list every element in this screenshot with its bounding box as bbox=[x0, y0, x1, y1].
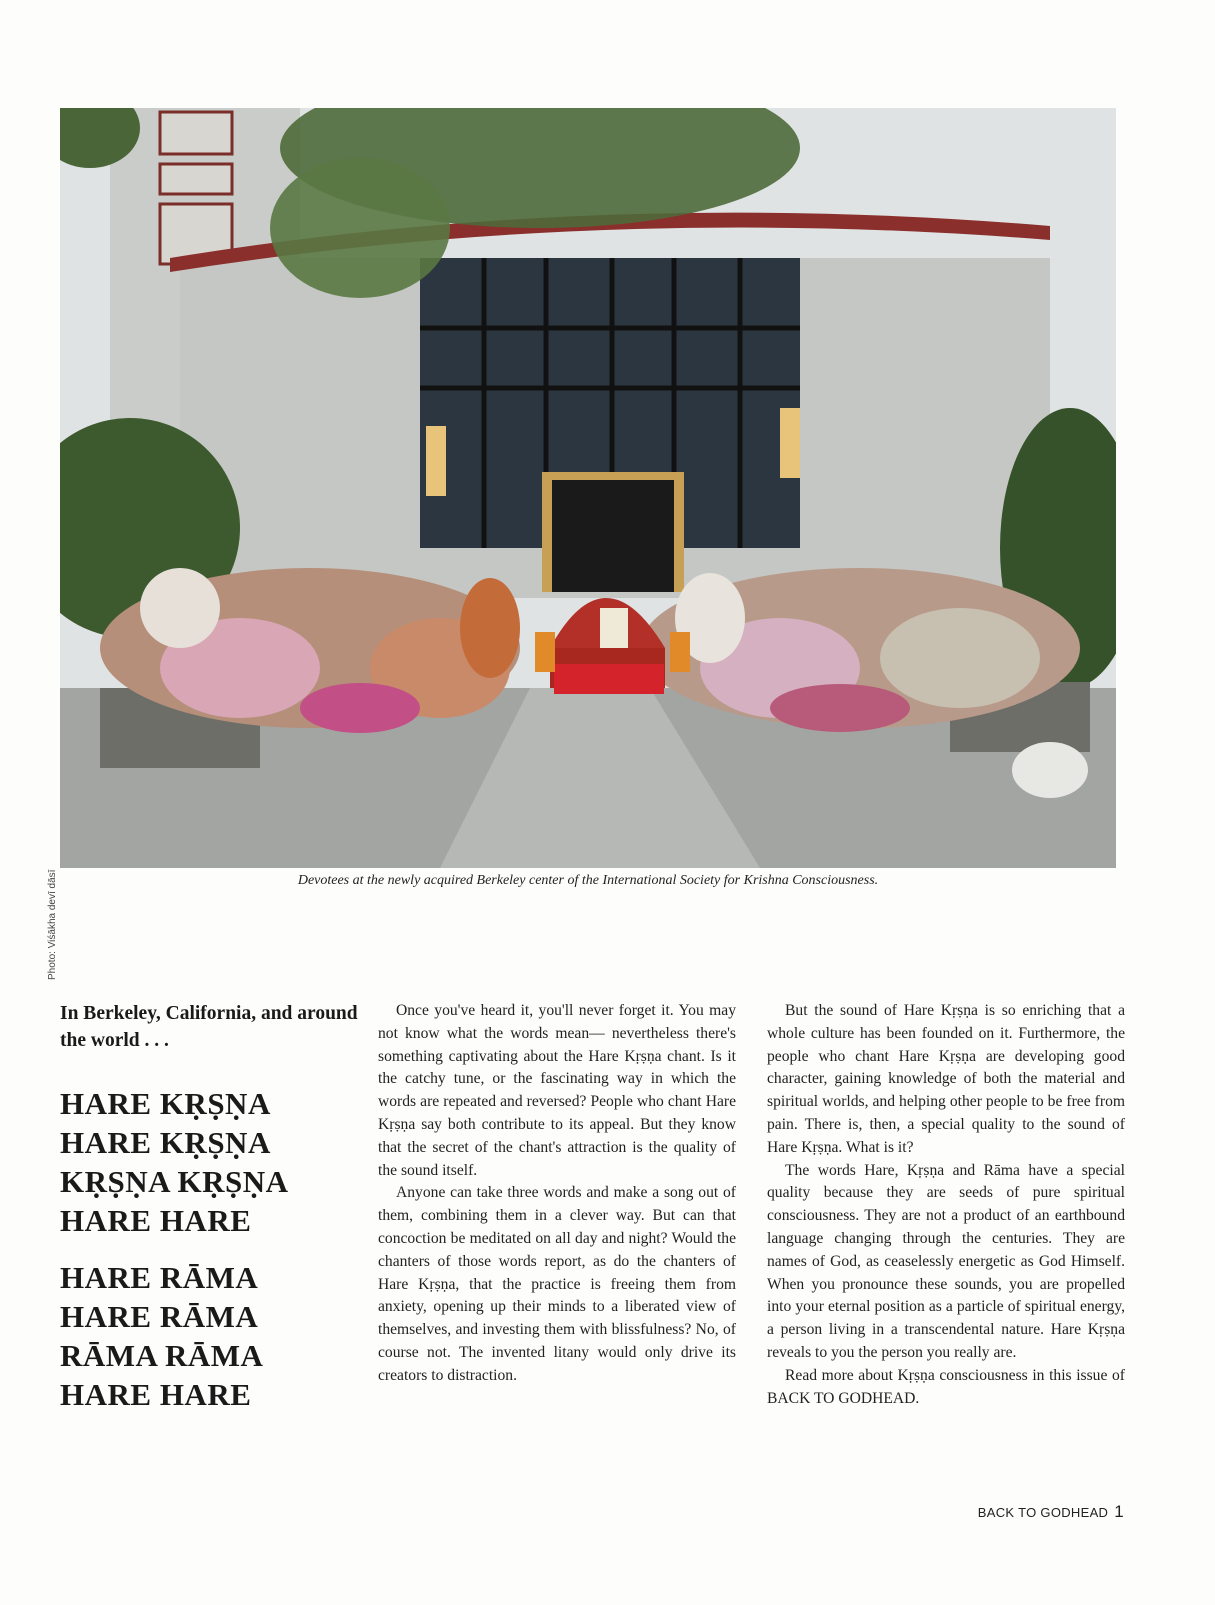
mantra-line: HARE RĀMA bbox=[60, 1260, 259, 1295]
mantra-column bbox=[60, 1000, 360, 1414]
mantra-line: HARE RĀMA bbox=[60, 1299, 259, 1334]
intro-heading: In Berkeley, California, and around the world . . . bbox=[60, 1003, 358, 1051]
temple-photo-illustration bbox=[60, 108, 1116, 868]
mantra-line: KṚṢṆA KṚṢṆA bbox=[60, 1164, 289, 1199]
body-column-3 bbox=[767, 1000, 1125, 1410]
page-footer bbox=[978, 1502, 1124, 1522]
body-paragraph: But the sound of Hare Kṛṣṇa is so enriching that a whole culture has been founded on it. Furthermore, the people who chant Hare Kṛṣṇa are developing good character, gaining knowledge of both the material and spiritual worlds, and helping other people to be free from pain. There is, then, a special quality to the sound of Hare Kṛṣṇa. What is it? bbox=[767, 1002, 1125, 1156]
body-paragraph: The words Hare, Kṛṣṇa and Rāma have a special quality because they are seeds of pure spiritual consciousness. They are not a product of an earthbound language changing through the centuries. They are names of God, as ceaselessly energetic as God Himself. When you pronounce these sounds, you are propelled into your eternal position as a particle of spiritual energy, a person living in a transcendental nature. Hare Kṛṣṇa reveals to you the person you really are. bbox=[767, 1161, 1125, 1361]
body-paragraph: Once you've heard it, you'll never forget it. You may not know what the words mean— nevertheless there's something captivating about the Hare Kṛṣṇa chant. Is it the catchy tune, or the fascinating way in which the words are repeated and reversed? People who chant Hare Kṛṣṇa say both contribute to its appeal. But they know that the secret of the chant's attraction is the quality of the sound itself. bbox=[378, 1002, 736, 1179]
body-paragraph: Read more about Kṛṣṇa consciousness in this issue of BACK TO GODHEAD. bbox=[767, 1366, 1125, 1407]
mantra-line: RĀMA RĀMA bbox=[60, 1338, 264, 1373]
body-paragraph: Anyone can take three words and make a song out of them, combining them in a clever way. But can that concoction be meditated on all day and night? Would the chanters of those words report, as do the chanters of Hare Kṛṣṇa, that the practice is freeing them from anxiety, opening up their minds to a liberated view of themselves, and investing them with blissfulness? No, of course not. The invented litany would only drive its creators to distraction. bbox=[378, 1184, 736, 1384]
body-column-2 bbox=[378, 1000, 736, 1388]
mantra-line: HARE HARE bbox=[60, 1377, 252, 1412]
mantra-line: HARE HARE bbox=[60, 1203, 252, 1238]
page-number: 1 bbox=[1114, 1502, 1124, 1521]
mantra-line: HARE KṚṢṆA bbox=[60, 1125, 271, 1160]
magazine-name: BACK TO GODHEAD bbox=[977, 1505, 1109, 1520]
temple-photo bbox=[60, 108, 1116, 868]
photo-credit: Photo: Viśākha devī dāsī bbox=[47, 869, 58, 980]
mantra-line: HARE KṚṢṆA bbox=[60, 1086, 271, 1121]
photo-caption: Devotees at the newly acquired Berkeley center of the International Society for Krishna Consciousness. bbox=[297, 873, 879, 888]
